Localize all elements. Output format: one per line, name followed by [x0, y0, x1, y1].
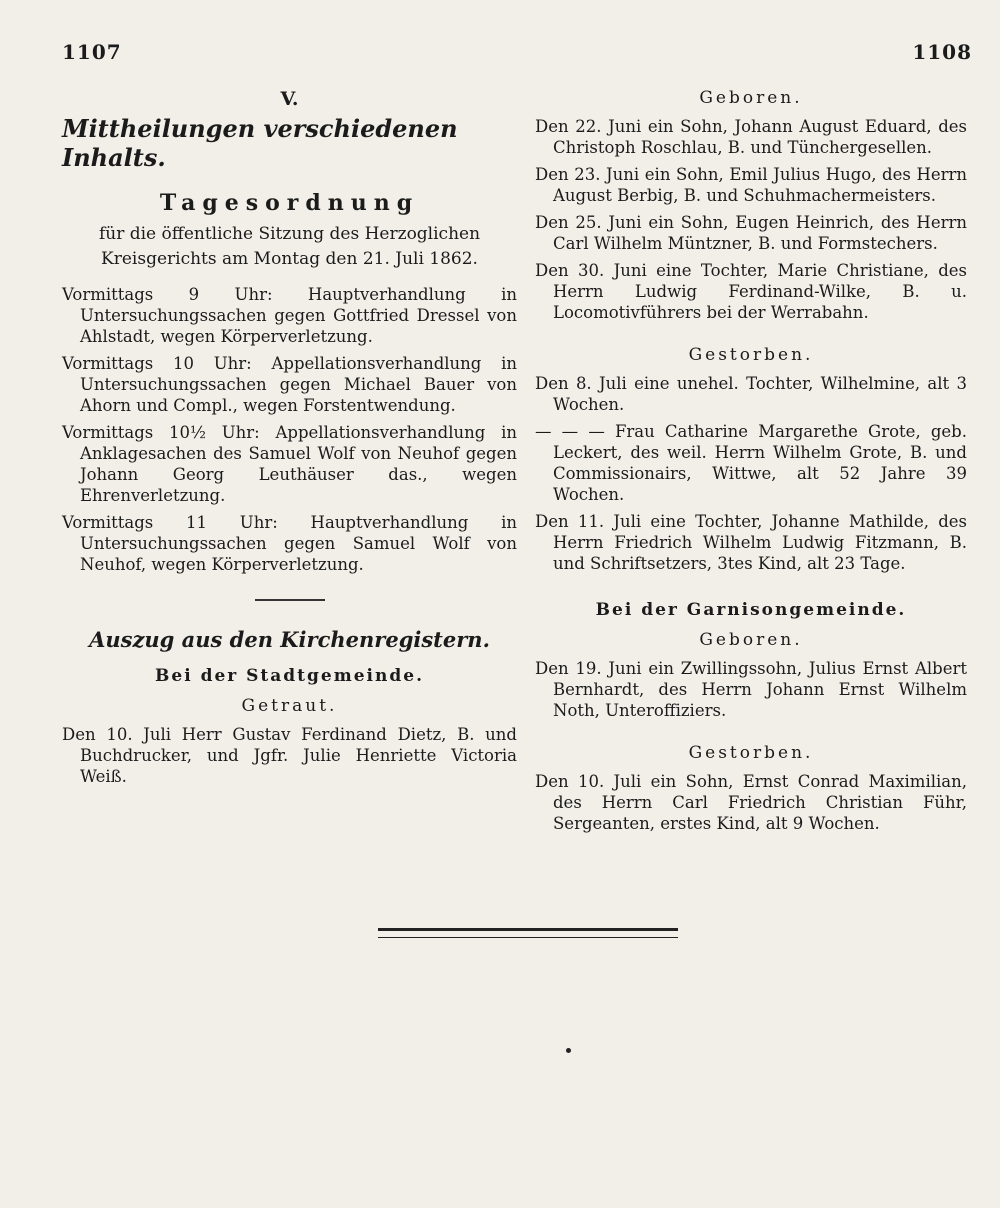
divider: [255, 599, 325, 601]
died-entry: Den 8. Juli eine unehel. Tochter, Wilhelmine, alt 3 Wochen.: [535, 374, 967, 414]
garrison-heading: Bei der Garnisongemeinde.: [595, 600, 907, 620]
born-entry: Den 23. Juni ein Sohn, Emil Julius Hugo, des Herrn August Berbig, B. und Schuhmachermeisters.: [535, 165, 967, 205]
ink-dot: [566, 1048, 571, 1053]
garrison-born-entry: Den 19. Juni ein Zwillingssohn, Julius Ernst Albert Bernhardt, des Herrn Johann Ernst Wilhelm Noth, Unteroffiziers.: [535, 659, 967, 720]
agenda-item: Vormittags 9 Uhr: Hauptverhandlung in Untersuchungssachen gegen Gottfried Dressel von Ahlstadt, wegen Körperverletzung.: [62, 285, 517, 346]
agenda-title: Tagesordnung: [159, 190, 420, 216]
born-heading: Geboren.: [699, 88, 803, 108]
page-number-right: 1108: [912, 40, 972, 64]
born-entry: Den 25. Juni ein Sohn, Eugen Heinrich, des Herrn Carl Wilhelm Müntzner, B. und Formstechers.: [535, 213, 967, 253]
garrison-died-heading: Gestorben.: [688, 743, 814, 763]
agenda-item: Vormittags 10½ Uhr: Appellationsverhandlung in Anklagesachen des Samuel Wolf von Neuhof gegen Johann Georg Leuthäuser das., wegen Ehrenverletzung.: [62, 423, 517, 505]
end-rule: [378, 928, 678, 938]
died-entry: Den 11. Juli eine Tochter, Johanne Mathilde, des Herrn Friedrich Wilhelm Ludwig Fitzmann, B. und Schriftsetzers, 3tes Kind, alt 23 Tage.: [535, 512, 967, 573]
garrison-born-heading: Geboren.: [699, 630, 803, 650]
married-heading: Getraut.: [241, 696, 338, 716]
died-entry: — — — Frau Catharine Margarethe Grote, geb. Leckert, des weil. Herrn Wilhelm Grote, B. und Commissionairs, Wittwe, alt 52 Jahre 39 Wochen.: [535, 422, 967, 504]
died-heading: Gestorben.: [688, 345, 814, 365]
section-number: V.: [280, 88, 299, 110]
agenda-item: Vormittags 11 Uhr: Hauptverhandlung in Untersuchungssachen gegen Samuel Wolf von Neuhof, wegen Körperverletzung.: [62, 513, 517, 574]
garrison-died-entry: Den 10. Juli ein Sohn, Ernst Conrad Maximilian, des Herrn Carl Friedrich Christian Führ, Sergeanten, erstes Kind, alt 9 Wochen.: [535, 772, 967, 833]
born-entry: Den 22. Juni ein Sohn, Johann August Eduard, des Christoph Roschlau, B. und Tünchergesellen.: [535, 117, 967, 157]
section-title: Mittheilungen verschiedenen Inhalts.: [62, 114, 458, 172]
left-column: [62, 82, 517, 793]
agenda-subtitle: für die öffentliche Sitzung des Herzoglichen Kreisgerichts am Montag den 21. Juli 1862.: [98, 224, 481, 269]
born-entry: Den 30. Juni eine Tochter, Marie Christiane, des Herrn Ludwig Ferdinand-Wilke, B. u. Locomotivführers bei der Werrabahn.: [535, 261, 967, 322]
agenda-item: Vormittags 10 Uhr: Appellationsverhandlung in Untersuchungssachen gegen Michael Bauer von Ahorn und Compl., wegen Forstentwendung.: [62, 354, 517, 415]
right-column: [535, 82, 967, 840]
excerpt-title: Auszug aus den Kirchenregistern.: [89, 627, 490, 652]
page-number-left: 1107: [62, 40, 122, 64]
city-parish-heading: Bei der Stadtgemeinde.: [155, 666, 424, 686]
married-entry: Den 10. Juli Herr Gustav Ferdinand Dietz, B. und Buchdrucker, und Jgfr. Julie Henriette Victoria Weiß.: [62, 725, 517, 786]
